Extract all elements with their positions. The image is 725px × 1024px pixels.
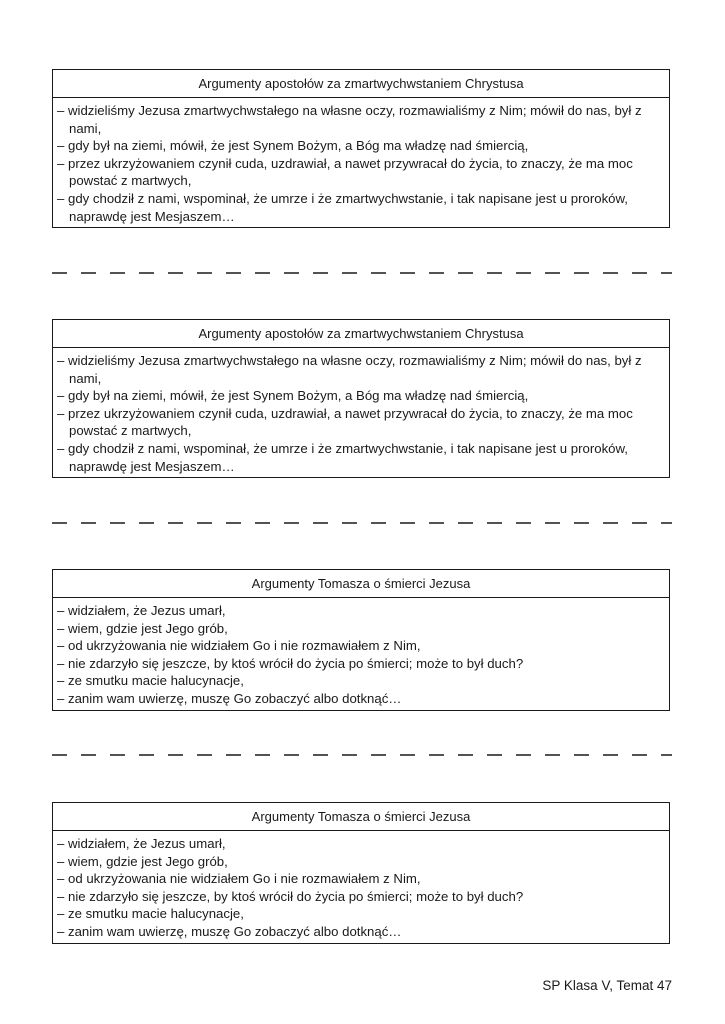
argument-card-thomas-2: [52, 802, 670, 944]
list-item: – nie zdarzyło się jeszcze, by ktoś wrócił do życia po śmierci; może to był duch?: [57, 655, 524, 671]
list-item: – gdy chodził z nami, wspominał, że umrze i że zmartwychwstanie, i tak napisane jest u proroków, naprawdę jest Mesjaszem…: [57, 440, 628, 474]
list-item: – gdy chodził z nami, wspominał, że umrze i że zmartwychwstanie, i tak napisane jest u proroków, naprawdę jest Mesjaszem…: [57, 190, 628, 224]
card-body: [53, 348, 669, 477]
list-item: – ze smutku macie halucynacje,: [57, 906, 244, 922]
list-item: – nie zdarzyło się jeszcze, by ktoś wrócił do życia po śmierci; może to był duch?: [57, 888, 524, 904]
list-item: – gdy był na ziemi, mówił, że jest Synem Bożym, a Bóg ma władzę nad śmiercią,: [57, 388, 529, 404]
list-item: – od ukrzyżowania nie widziałem Go i nie rozmawiałem z Nim,: [57, 871, 421, 887]
list-item: – widziałem, że Jezus umarł,: [57, 603, 226, 618]
card-title: Argumenty Tomasza o śmierci Jezusa: [53, 803, 669, 831]
page-footer: SP Klasa V, Temat 47: [542, 978, 672, 993]
list-item: – ze smutku macie halucynacje,: [57, 673, 244, 689]
card-title: Argumenty apostołów za zmartwychwstaniem Chrystusa: [53, 70, 669, 98]
list-item: – wiem, gdzie jest Jego grób,: [57, 853, 228, 869]
card-body: [53, 598, 669, 710]
list-item: – widziałem, że Jezus umarł,: [57, 836, 226, 851]
list-item: – zanim wam uwierzę, muszę Go zobaczyć albo dotknąć…: [57, 923, 402, 939]
card-title: Argumenty Tomasza o śmierci Jezusa: [53, 570, 669, 598]
list-item: – przez ukrzyżowaniem czynił cuda, uzdrawiał, a nawet przywracał do życia, to znaczy, że ma moc powstać z martwych,: [57, 405, 633, 439]
card-body: [53, 831, 669, 943]
cut-line: [50, 271, 674, 275]
list-item: – od ukrzyżowania nie widziałem Go i nie rozmawiałem z Nim,: [57, 638, 421, 654]
cut-line: [50, 753, 674, 757]
card-body: [53, 98, 669, 227]
list-item: – zanim wam uwierzę, muszę Go zobaczyć albo dotknąć…: [57, 690, 402, 706]
list-item: – widzieliśmy Jezusa zmartwychwstałego na własne oczy, rozmawialiśmy z Nim; mówił do nas, był z nami,: [57, 353, 642, 386]
argument-card-apostles-2: [52, 319, 670, 478]
cut-line: [50, 521, 674, 525]
card-title: Argumenty apostołów za zmartwychwstaniem Chrystusa: [53, 320, 669, 348]
list-item: – przez ukrzyżowaniem czynił cuda, uzdrawiał, a nawet przywracał do życia, to znaczy, że ma moc powstać z martwych,: [57, 155, 633, 189]
list-item: – gdy był na ziemi, mówił, że jest Synem Bożym, a Bóg ma władzę nad śmiercią,: [57, 138, 529, 154]
list-item: – wiem, gdzie jest Jego grób,: [57, 620, 228, 636]
list-item: – widzieliśmy Jezusa zmartwychwstałego na własne oczy, rozmawialiśmy z Nim; mówił do nas, był z nami,: [57, 103, 642, 136]
argument-card-thomas-1: [52, 569, 670, 711]
argument-card-apostles-1: [52, 69, 670, 228]
